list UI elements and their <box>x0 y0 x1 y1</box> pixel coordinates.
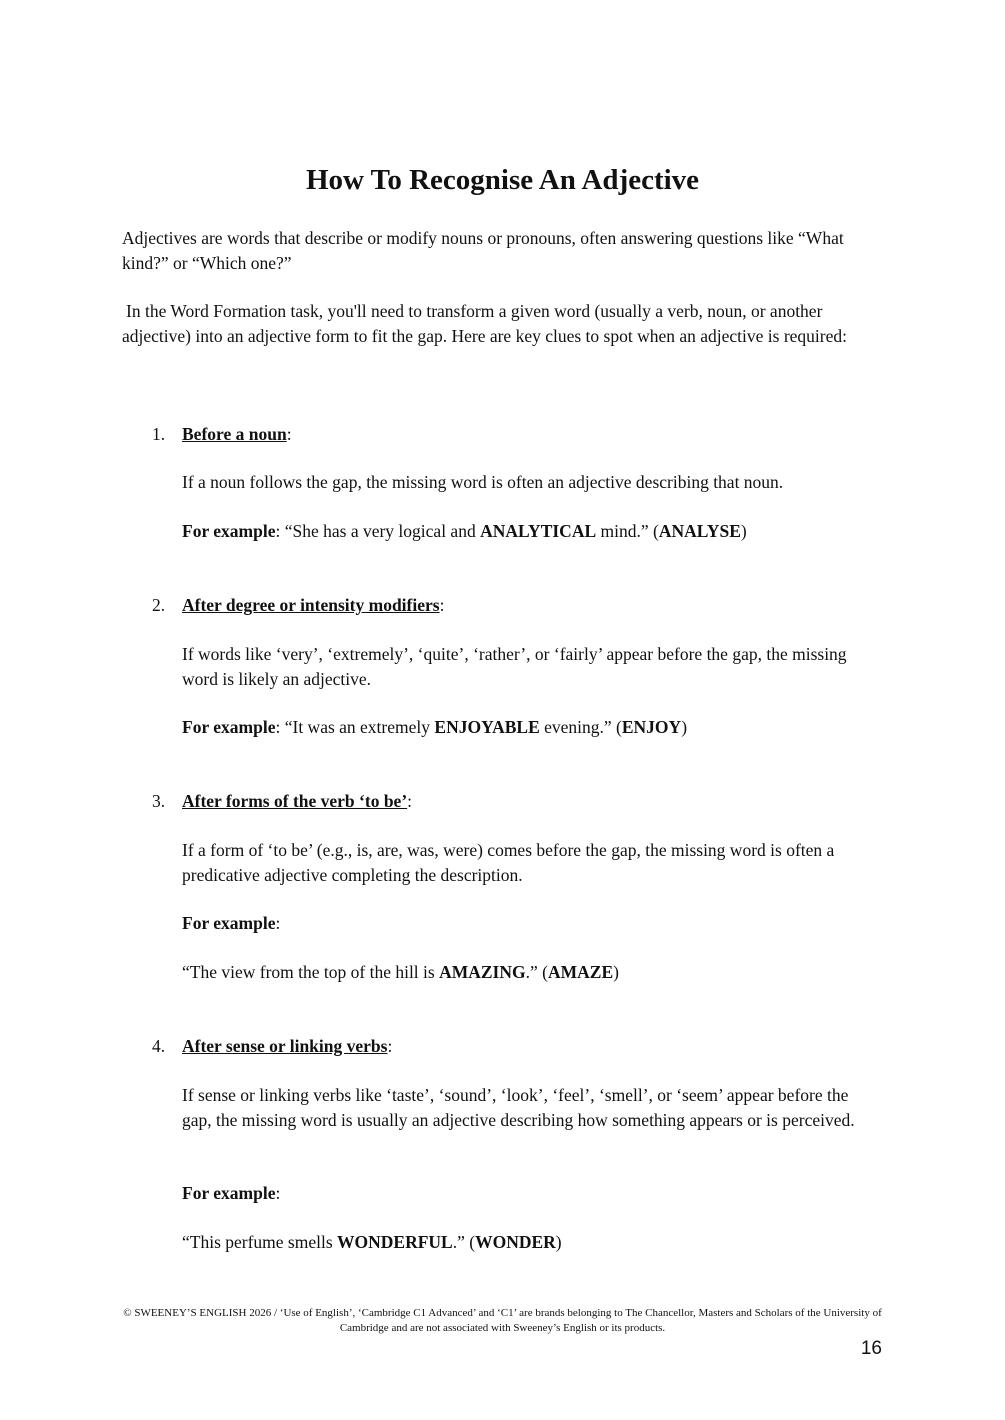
item-heading-text: After forms of the verb ‘to be’ <box>182 791 408 811</box>
example-answer: WONDERFUL <box>337 1232 453 1252</box>
example-root-word: AMAZE <box>547 962 614 982</box>
item-description: If a noun follows the gap, the missing word is often an adjective describing that noun. <box>182 472 784 492</box>
example-text: ) <box>555 1232 562 1252</box>
item-description: If words like ‘very’, ‘extremely’, ‘quite’, ‘rather’, or ‘fairly’ appear before the gap, the missing word is likely an adjective. <box>182 644 847 689</box>
heading-colon: : <box>407 791 413 811</box>
list-item-heading <box>152 1034 392 1059</box>
page-number: 16 <box>860 1338 882 1359</box>
intro-paragraph-1: Adjectives are words that describe or modify nouns or pronouns, often answering questions like “What kind?” or “Which one?” <box>122 228 844 273</box>
item-heading-text: After degree or intensity modifiers <box>182 595 440 615</box>
example-text: .” ( <box>525 962 548 982</box>
example-answer: ENJOYABLE <box>434 717 540 737</box>
example-root-word: WONDER <box>475 1232 556 1252</box>
example-label: For example <box>182 913 276 933</box>
example-text: .” ( <box>452 1232 476 1252</box>
example-label-line <box>182 911 882 936</box>
copyright-footer: © SWEENEY’S ENGLISH 2026 / ‘Use of English’, ‘Cambridge C1 Advanced’ and ‘C1’ are brands belonging to The Chancellor, Masters and Scholars of the University of Cambridge and are not associated with Sweeney’s English or its products. <box>123 1307 882 1334</box>
example-label-colon: : <box>275 913 281 933</box>
heading-colon: : <box>439 595 445 615</box>
list-number: 2. <box>152 595 166 615</box>
item-heading-text: After sense or linking verbs <box>182 1036 388 1056</box>
list-number: 3. <box>152 791 166 811</box>
item-example <box>182 715 882 740</box>
example-text: : “She has a very logical and <box>275 521 481 541</box>
example-text: : “It was an extremely <box>275 717 435 737</box>
example-text: mind.” ( <box>596 521 659 541</box>
item-example <box>182 960 882 985</box>
list-number: 4. <box>152 1036 166 1056</box>
example-root-word: ENJOY <box>621 717 682 737</box>
list-item-heading <box>152 422 292 447</box>
example-text: ) <box>740 521 747 541</box>
example-text: “The view from the top of the hill is <box>182 962 440 982</box>
item-description: If a form of ‘to be’ (e.g., is, are, was, were) comes before the gap, the missing word is often a predicative adjective completing the description. <box>182 840 835 885</box>
list-number: 1. <box>152 424 166 444</box>
item-example <box>182 1230 882 1255</box>
example-text: ) <box>613 962 619 982</box>
item-heading-text: Before a noun <box>182 424 287 444</box>
example-label: For example <box>182 521 276 541</box>
example-label-line <box>182 1181 882 1206</box>
example-label: For example <box>182 717 276 737</box>
list-item-heading <box>152 789 412 814</box>
example-answer: AMAZING <box>439 962 526 982</box>
list-item-heading <box>152 593 444 618</box>
example-answer: ANALYTICAL <box>480 521 597 541</box>
example-text: evening.” ( <box>539 717 622 737</box>
page-title: How To Recognise An Adjective <box>305 164 700 196</box>
intro-paragraph-2: In the Word Formation task, you'll need to transform a given word (usually a verb, noun, or another adjective) into an adjective form to fit the gap. Here are key clues to spot when an adjective is required: <box>122 301 847 346</box>
example-label: For example <box>182 1183 276 1203</box>
example-text: “This perfume smells <box>182 1232 338 1252</box>
heading-colon: : <box>387 1036 393 1056</box>
example-text: ) <box>681 717 688 737</box>
example-root-word: ANALYSE <box>658 521 741 541</box>
item-description: If sense or linking verbs like ‘taste’, ‘sound’, ‘look’, ‘feel’, ‘smell’, or ‘seem’ appear before the gap, the missing word is usually an adjective describing how something appears or is perceived. <box>182 1085 855 1130</box>
example-label-colon: : <box>275 1183 281 1203</box>
item-example <box>182 519 882 544</box>
heading-colon: : <box>286 424 292 444</box>
